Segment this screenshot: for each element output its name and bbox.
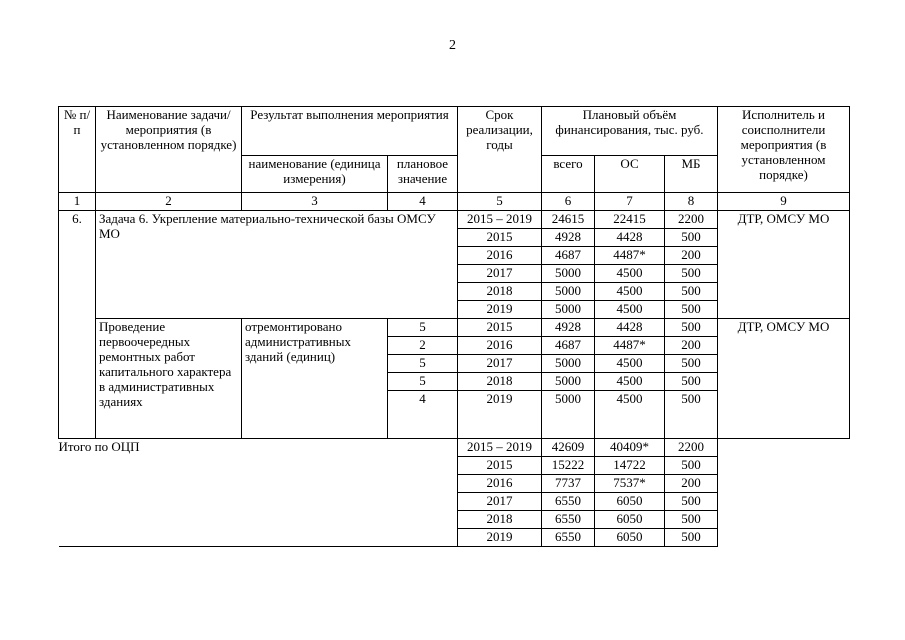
task-os: 4500 (595, 265, 665, 283)
activity-year: 2015 (458, 319, 542, 337)
activity-year: 2019 (458, 391, 542, 439)
total-total: 15222 (542, 457, 595, 475)
total-os: 40409* (595, 439, 665, 457)
total-os: 6050 (595, 493, 665, 511)
column-number: 9 (718, 193, 850, 211)
activity-total: 4928 (542, 319, 595, 337)
total-os: 7537* (595, 475, 665, 493)
activity-result-name: отремонтировано административных зданий (единиц) (242, 319, 388, 439)
header-fin-os: ОС (595, 156, 665, 193)
task-title: Задача 6. Укрепление материально-технической базы ОМСУ МО (96, 211, 458, 319)
task-total: 5000 (542, 301, 595, 319)
header-result-name: наименование (единица измерения) (242, 156, 388, 193)
total-year: 2015 (458, 457, 542, 475)
total-label: Итого по ОЦП (59, 439, 458, 547)
total-mb: 2200 (665, 439, 718, 457)
activity-total: 5000 (542, 373, 595, 391)
task-total: 4928 (542, 229, 595, 247)
activity-year: 2016 (458, 337, 542, 355)
total-total: 7737 (542, 475, 595, 493)
activity-mb: 500 (665, 355, 718, 373)
total-mb: 500 (665, 529, 718, 547)
activity-mb: 200 (665, 337, 718, 355)
total-total: 42609 (542, 439, 595, 457)
column-number: 5 (458, 193, 542, 211)
header-num: № п/п (59, 107, 96, 193)
activity-mb: 500 (665, 319, 718, 337)
header-fin-mb: МБ (665, 156, 718, 193)
task-mb: 2200 (665, 211, 718, 229)
task-os: 22415 (595, 211, 665, 229)
task-number: 6. (59, 211, 96, 319)
activity-total: 5000 (542, 355, 595, 373)
task-mb: 500 (665, 283, 718, 301)
task-year: 2017 (458, 265, 542, 283)
activity-os: 4428 (595, 319, 665, 337)
activity-total: 4687 (542, 337, 595, 355)
task-os: 4500 (595, 301, 665, 319)
activity-value: 5 (388, 373, 458, 391)
task-mb: 500 (665, 301, 718, 319)
header-result-value: плановое значение (388, 156, 458, 193)
task-total: 4687 (542, 247, 595, 265)
task-mb: 200 (665, 247, 718, 265)
column-number: 7 (595, 193, 665, 211)
task-year: 2016 (458, 247, 542, 265)
activity-mb: 500 (665, 373, 718, 391)
total-mb: 200 (665, 475, 718, 493)
task-year: 2018 (458, 283, 542, 301)
task-total: 5000 (542, 265, 595, 283)
total-year: 2019 (458, 529, 542, 547)
total-os: 6050 (595, 511, 665, 529)
column-number: 4 (388, 193, 458, 211)
total-year: 2015 – 2019 (458, 439, 542, 457)
activity-value: 4 (388, 391, 458, 439)
program-table (58, 106, 850, 547)
total-executor-cell (718, 439, 850, 547)
activity-year: 2017 (458, 355, 542, 373)
task-executor: ДТР, ОМСУ МО (718, 211, 850, 319)
task-year: 2015 (458, 229, 542, 247)
task-year: 2019 (458, 301, 542, 319)
activity-total: 5000 (542, 391, 595, 439)
activity-row (59, 319, 850, 337)
activity-os: 4487* (595, 337, 665, 355)
column-number: 1 (59, 193, 96, 211)
total-total: 6550 (542, 493, 595, 511)
header-row (59, 107, 850, 156)
header-executor: Исполнитель и соисполнители мероприятия (в установленном порядке) (718, 107, 850, 193)
activity-value: 5 (388, 319, 458, 337)
task-year: 2015 – 2019 (458, 211, 542, 229)
task-row (59, 211, 850, 229)
page-number: 2 (449, 38, 456, 53)
activity-name: Проведение первоочередных ремонтных работ капитального характера в административных зданиях (96, 319, 242, 439)
total-os: 6050 (595, 529, 665, 547)
task-mb: 500 (665, 229, 718, 247)
column-number-row (59, 193, 850, 211)
header-name: Наименование задачи/мероприятия (в установленном порядке) (96, 107, 242, 193)
activity-value: 2 (388, 337, 458, 355)
column-number: 3 (242, 193, 388, 211)
activity-num-cell (59, 319, 96, 439)
total-os: 14722 (595, 457, 665, 475)
header-fin-total: всего (542, 156, 595, 193)
task-os: 4500 (595, 283, 665, 301)
total-row (59, 439, 850, 457)
activity-value: 5 (388, 355, 458, 373)
total-year: 2016 (458, 475, 542, 493)
activity-executor: ДТР, ОМСУ МО (718, 319, 850, 439)
column-number: 6 (542, 193, 595, 211)
task-os: 4487* (595, 247, 665, 265)
activity-os: 4500 (595, 373, 665, 391)
column-number: 2 (96, 193, 242, 211)
task-os: 4428 (595, 229, 665, 247)
total-mb: 500 (665, 457, 718, 475)
activity-year: 2018 (458, 373, 542, 391)
task-total: 5000 (542, 283, 595, 301)
activity-os: 4500 (595, 391, 665, 439)
total-total: 6550 (542, 511, 595, 529)
total-year: 2018 (458, 511, 542, 529)
header-result: Результат выполнения мероприятия (242, 107, 458, 156)
task-total: 24615 (542, 211, 595, 229)
total-mb: 500 (665, 493, 718, 511)
task-mb: 500 (665, 265, 718, 283)
total-total: 6550 (542, 529, 595, 547)
total-mb: 500 (665, 511, 718, 529)
activity-os: 4500 (595, 355, 665, 373)
activity-mb: 500 (665, 391, 718, 439)
header-finance: Плановый объём финансирования, тыс. руб. (542, 107, 718, 156)
total-year: 2017 (458, 493, 542, 511)
header-term: Срок реализации, годы (458, 107, 542, 193)
column-number: 8 (665, 193, 718, 211)
